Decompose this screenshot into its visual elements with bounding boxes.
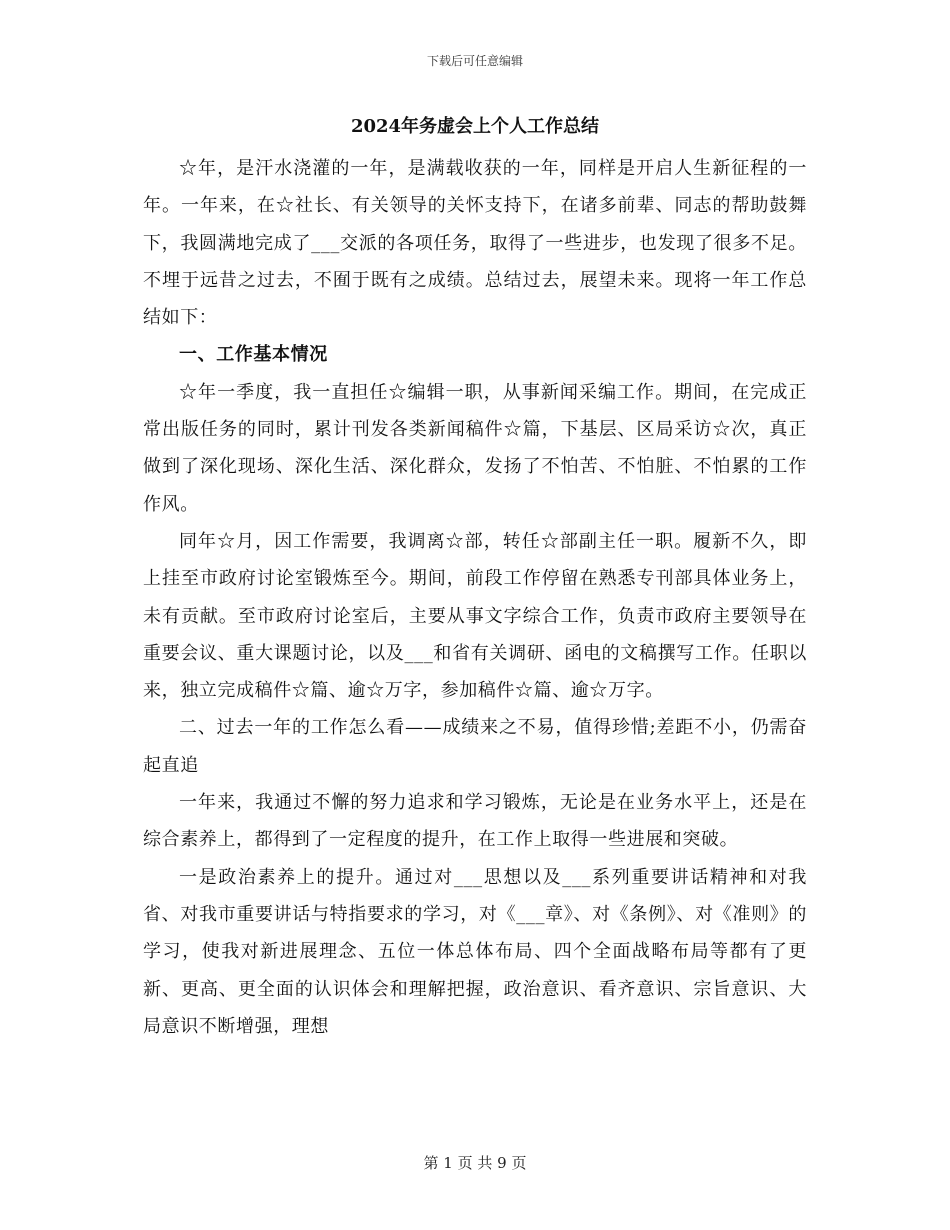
- paragraph-transfer: 同年☆月，因工作需要，我调离☆部，转任☆部副主任一职。履新不久，即上挂至市政府讨论室锻炼至今。期间，前段工作停留在熟悉专刊部具体业务上，未有贡献。至市政府讨论室后，主要从事文字综合工作，负责市政府主要领导在重要会议、重大课题讨论，以及___和省有关调研、函电的文稿撰写工作。任职以来，独立完成稿件☆篇、逾☆万字，参加稿件☆篇、逾☆万字。: [143, 530, 807, 702]
- section-heading-basic-situation: 一、工作基本情况: [179, 344, 328, 366]
- paragraph-political-quality: 一是政治素养上的提升。通过对___思想以及___系列重要讲话精神和对我省、对我市重要讲话与特指要求的学习，对《___章》、对《条例》、对《准则》的学习，使我对新进展理念、五位一体总体布局、四个全面战略布局等都有了更新、更高、更全面的认识体会和理解把握，政治意识、看齐意识、宗旨意识、大局意识不断增强，理想: [143, 866, 807, 1037]
- document-body: [143, 150, 807, 1045]
- page-header: 下载后可任意编辑: [426, 54, 523, 68]
- document-title: 2024年务虚会上个人工作总结: [350, 116, 600, 137]
- paragraph-section-two-heading: 二、过去一年的工作怎么看——成绩来之不易，值得珍惜;差距不小，仍需奋起直追: [143, 717, 807, 776]
- page-number: 第 1 页 共 9 页: [423, 1154, 527, 1172]
- paragraph-first-quarter: ☆年一季度，我一直担任☆编辑一职，从事新闻采编工作。期间，在完成正常出版任务的同时，累计刊发各类新闻稿件☆篇，下基层、区局采访☆次，真正做到了深化现场、深化生活、深化群众，发扬了不怕苦、不怕脏、不怕累的工作作风。: [143, 381, 807, 515]
- paragraph-intro: ☆年，是汗水浇灌的一年，是满载收获的一年，同样是开启人生新征程的一年。一年来，在☆社长、有关领导的关怀支持下，在诸多前辈、同志的帮助鼓舞下，我圆满地完成了___交派的各项任务，取得了一些进步，也发现了很多不足。不埋于远昔之过去，不囿于既有之成绩。总结过去，展望未来。现将一年工作总结如下：: [143, 158, 807, 329]
- paragraph-year-review: 一年来，我通过不懈的努力追求和学习锻炼，无论是在业务水平上，还是在综合素养上，都得到了一定程度的提升，在工作上取得一些进展和突破。: [143, 792, 807, 851]
